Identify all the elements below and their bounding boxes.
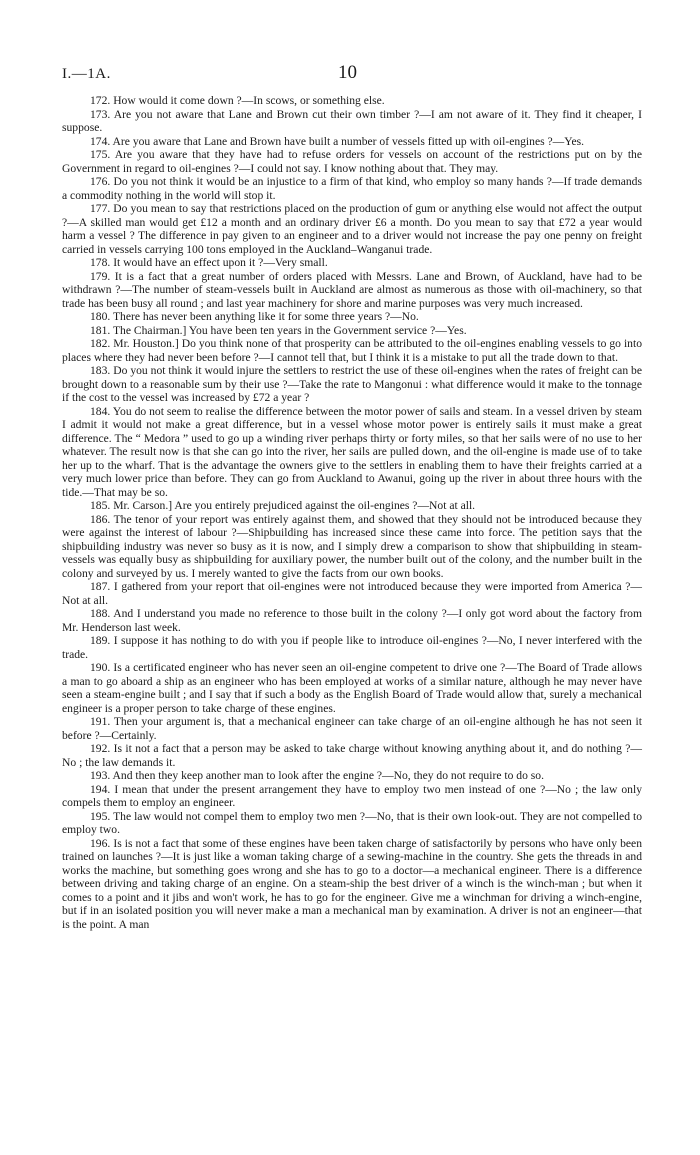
paragraph-192: 192. Is it not a fact that a person may be asked to take charge without knowing anything about it, and do nothing ?—No ; the law demands it. <box>62 742 642 769</box>
paragraph-187: 187. I gathered from your report that oil-engines were not introduced because they were imported from America ?—Not at all. <box>62 580 642 607</box>
paragraph-193: 193. And then they keep another man to look after the engine ?—No, they do not require to do so. <box>90 769 544 782</box>
paragraph-181: 181. The Chairman.] You have been ten years in the Government service ?—Yes. <box>90 323 467 337</box>
paragraph-180: 180. There has never been anything like it for some three years ?—No. <box>90 310 419 323</box>
paragraph-195: 195. The law would not compel them to employ two men ?—No, that is their own look-out. They are not compelled to employ two. <box>62 809 642 836</box>
paragraph-183: 183. Do you not think it would injure the settlers to restrict the use of these oil-engines when the rates of freight can be brought down to a reasonable sum by their use ?—Take the rate to Mangonui : what difference would it make to the tonnage if the cost to the vessel was increased by £72 a year ? <box>62 364 642 404</box>
paragraph-186: 186. The tenor of your report was entirely against them, and showed that they should not be introduced because they were against the interest of labour ?—Shipbuilding has increased since these came into force. The petition says that the shipbuilding industry was never so busy as it is now, and I simply drew a comparison to show that shipbuilding in steam-vessels was equally busy as shipbuilding for auxiliary power, the number built out of the colony, and the number built in the colony and surveyed by us. I merely wanted to give the facts from our own books. <box>62 512 642 580</box>
paragraph-176: 176. Do you not think it would be an injustice to a firm of that kind, who employ so many hands ?—If trade demands a commodity nothing in the world will stop it. <box>62 175 642 202</box>
paragraph-179: 179. It is a fact that a great number of orders placed with Messrs. Lane and Brown, of Auckland, have had to be withdrawn ?—The number of steam-vessels built in Auckland are almost as numerous as those with oil-machinery, so that trade has been busy all round ; and last year machinery for shore and marine purposes was very much increased. <box>62 269 642 310</box>
paragraph-174: 174. Are you aware that Lane and Brown have built a number of vessels fitted up with oil-engines ?—Yes. <box>90 134 585 148</box>
paragraph-185: 185. Mr. Carson.] Are you entirely prejudiced against the oil-engines ?—Not at all. <box>90 499 476 512</box>
document-reference: I.—1A. <box>62 66 111 82</box>
paragraph-191: 191. Then your argument is, that a mechanical engineer can take charge of an oil-engine although he has not seen it before ?—Certainly. <box>62 715 642 742</box>
paragraph-196: 196. Is is not a fact that some of these engines have been taken charge of satisfactorily by persons who have only been trained on launches ?—It is just like a woman taking charge of a sewing-machine in the country. She gets the threads in and works the machine, but something goes wrong and she has to go to a doctor—a mechanical engineer. There is a difference between driving and taking charge of an engine. On a steam-ship the best driver of a winch is the winch-man ; but when it comes to a point and it jibs and won't work, he has to go for the engineer. Give me a winchman for driving a winch-engine, but if in an isolated position you will never make a man a mechanical man by examination. A driver is not an engineer—that is the point. A man <box>62 836 642 931</box>
document-body <box>62 94 642 931</box>
paragraph-194: 194. I mean that under the present arrangement they have to employ two men instead of one ?—No ; the law only compels them to employ an engineer. <box>62 782 642 809</box>
page-header <box>62 60 642 94</box>
paragraph-190: 190. Is a certificated engineer who has never seen an oil-engine competent to drive one ?—The Board of Trade allows a man to go aboard a ship as an engineer who has been employed at works of a similar nature, although he may never have seen a steam-engine built ; and I say that if such a body as the English Board of Trade would allow that, surely a mechanical engineer is a proper person to take charge of these engines. <box>62 661 642 715</box>
paragraph-178: 178. It would have an effect upon it ?—Very small. <box>90 256 328 269</box>
paragraph-189: 189. I suppose it has nothing to do with you if people like to introduce oil-engines ?—No, I never interfered with the trade. <box>62 634 642 661</box>
paragraph-177: 177. Do you mean to say that restrictions placed on the production of gum or anything else would not affect the output ?—A skilled man would get £12 a month and an ordinary driver £6 a month. Do you mean to say that £72 a year would harm a vessel ? The difference in pay given to an engineer and to a driver would not increase the pay one penny on freight carried in vessels carrying 100 tons employed in the Auckland–Wanganui trade. <box>62 202 642 256</box>
page-number: 10 <box>338 62 357 83</box>
paragraph-184: 184. You do not seem to realise the difference between the motor power of sails and steam. In a vessel driven by steam I admit it would not make a great difference, but in a vessel whose motor power is entirely sails it must make a great difference. The “ Medora ” used to go up a winding river perhaps thirty or forty miles, so that her sails were of no use to her whatever. The result now is that she can go into the river, her sails are pulled down, and the oil-engine is made use of to take her up to the wharf. That is the advantage the owners give to the settlers in enabling them to have their freights carried at a very much lower price than before. They can go from Auckland to Awanui, going up the river in about three hours with the tide.—That may be so. <box>62 404 642 499</box>
paragraph-182: 182. Mr. Houston.] Do you think none of that prosperity can be attributed to the oil-engines enabling vessels to go into places where they had never been before ?—I cannot tell that, but I think it is a mistake to put all the trade down to that. <box>62 337 642 364</box>
paragraph-175: 175. Are you aware that they have had to refuse orders for vessels on account of the restrictions put on by the Government in regard to oil-engines ?—I could not say. I know nothing about that. They may. <box>62 148 642 175</box>
paragraph-173: 173. Are you not aware that Lane and Brown cut their own timber ?—I am not aware of it. They find it cheaper, I suppose. <box>62 107 642 134</box>
paragraph-188: 188. And I understand you made no reference to those built in the colony ?—I only got word about the factory from Mr. Henderson last week. <box>62 607 642 634</box>
paragraph-172: 172. How would it come down ?—In scows, or something else. <box>90 94 385 107</box>
